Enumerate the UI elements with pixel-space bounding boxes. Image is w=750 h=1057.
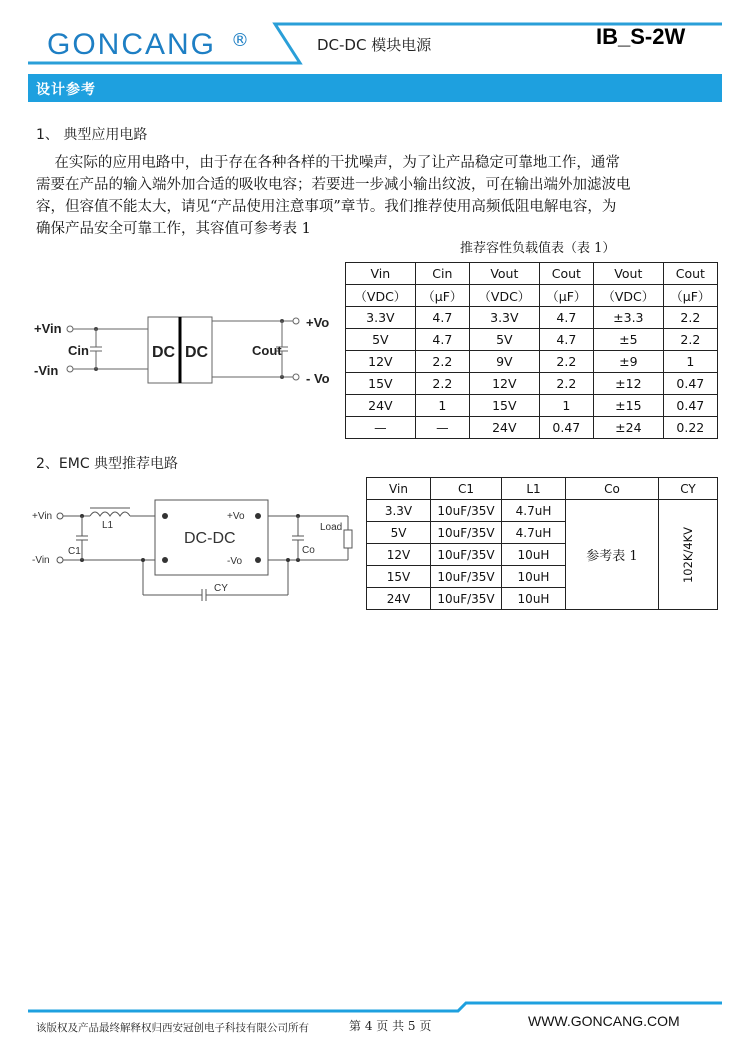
cin-label: Cin	[68, 343, 89, 358]
table-cell: 15V	[346, 373, 416, 395]
table-cell: 3.3V	[367, 500, 431, 522]
co-label: Co	[302, 545, 315, 556]
header-subtitle: DC-DC 模块电源	[317, 36, 432, 54]
cy-label: CY	[214, 583, 228, 594]
c1-label: C1	[68, 546, 81, 557]
table-header: Vin	[346, 263, 416, 285]
table-cell: 10uH	[502, 566, 566, 588]
table-row	[346, 329, 718, 351]
table-cell: ±3.3	[593, 307, 663, 329]
table-cell: 5V	[367, 522, 431, 544]
table-cell: 24V	[367, 588, 431, 610]
table-cell: 0.47	[663, 373, 717, 395]
table-cell: 2.2	[663, 307, 717, 329]
table-cell: 10uF/35V	[431, 522, 502, 544]
table-unit: （VDC）	[593, 285, 663, 307]
vo-pos-label: +Vo	[306, 315, 330, 330]
table-cell: ±15	[593, 395, 663, 417]
table-cell: —	[346, 417, 416, 439]
module-label: DC-DC	[184, 530, 236, 547]
part1-paragraph	[36, 152, 716, 240]
emc-vin-pos-label: +Vin	[32, 511, 53, 522]
table-cell: 24V	[346, 395, 416, 417]
table-cell: 24V	[469, 417, 539, 439]
table-cell: 4.7uH	[502, 500, 566, 522]
emc-circuit-diagram	[30, 497, 360, 607]
vo-neg-label: - Vo	[306, 371, 330, 386]
table1-caption: 推荐容性负载值表（表 1）	[460, 241, 616, 256]
pin-vo-pos-label: +Vo	[227, 511, 245, 522]
company-logo: GONCANG	[47, 28, 217, 61]
l1-label: L1	[102, 520, 114, 531]
table-row	[346, 373, 718, 395]
part1-heading: 1、 典型应用电路	[36, 127, 148, 143]
table-cell: 2.2	[663, 329, 717, 351]
table-cell: 3.3V	[469, 307, 539, 329]
vin-pos-label: +Vin	[34, 321, 62, 336]
table-cell: 10uF/35V	[431, 544, 502, 566]
table-row	[346, 395, 718, 417]
part2-heading: 2、EMC 典型推荐电路	[36, 456, 179, 472]
table-cell: 10uH	[502, 544, 566, 566]
table-cell: 5V	[346, 329, 416, 351]
table-cell: 0.22	[663, 417, 717, 439]
table-row	[346, 351, 718, 373]
pin-vo-neg-label: -Vo	[227, 556, 243, 567]
capacitive-load-table	[345, 262, 718, 439]
emc-vin-neg-label: -Vin	[32, 555, 50, 566]
table-header: CY	[659, 478, 718, 500]
table-cell: 0.47	[539, 417, 593, 439]
table-cell: 9V	[469, 351, 539, 373]
table-cell: 3.3V	[346, 307, 416, 329]
table-cell: 2.2	[539, 351, 593, 373]
table-header: Cin	[415, 263, 469, 285]
table-cell: 0.47	[663, 395, 717, 417]
table-unit: （VDC）	[346, 285, 416, 307]
load-label: Load	[320, 522, 343, 533]
model-number: IB_S-2W	[596, 24, 686, 49]
paragraph-line: 确保产品安全可靠工作，其容值可参考表 1	[36, 221, 311, 237]
page-indicator: 第 4 页 共 5 页	[349, 1019, 432, 1033]
table-cell: 4.7uH	[502, 522, 566, 544]
table-unit: （VDC）	[469, 285, 539, 307]
table-cell: 10uF/35V	[431, 588, 502, 610]
table-unit: （μF）	[539, 285, 593, 307]
cy-value-cell	[659, 500, 718, 610]
table-header: Vin	[367, 478, 431, 500]
table-cell: 12V	[469, 373, 539, 395]
table-cell: 4.7	[539, 307, 593, 329]
table-row	[346, 417, 718, 439]
co-value-cell: 参考表 1	[566, 500, 659, 610]
table-header: Cout	[539, 263, 593, 285]
table-unit: （μF）	[415, 285, 469, 307]
paragraph-line: 在实际的应用电路中，由于存在各种各样的干扰噪声，为了让产品稳定可靠地工作，通常	[36, 155, 620, 171]
paragraph-line: 需要在产品的输入端外加合适的吸收电容；若要进一步减小输出纹波，可在输出端外加滤波电	[36, 177, 631, 193]
table-header: Vout	[469, 263, 539, 285]
table-cell: ±24	[593, 417, 663, 439]
table-cell: 1	[539, 395, 593, 417]
table-cell: ±12	[593, 373, 663, 395]
header-divider	[0, 20, 750, 70]
table-cell: 15V	[367, 566, 431, 588]
table-cell: ±9	[593, 351, 663, 373]
copyright-text: 该版权及产品最终解释权归西安冠创电子科技有限公司所有	[36, 1022, 309, 1034]
table-header: Vout	[593, 263, 663, 285]
table-cell: ±5	[593, 329, 663, 351]
table-cell: 2.2	[415, 373, 469, 395]
table-cell: 5V	[469, 329, 539, 351]
section-bar	[28, 74, 722, 102]
table-header: L1	[502, 478, 566, 500]
table-cell: 10uF/35V	[431, 566, 502, 588]
table-cell: 4.7	[539, 329, 593, 351]
dc-left-label: DC	[152, 344, 176, 361]
table-cell: —	[415, 417, 469, 439]
table-cell: 4.7	[415, 329, 469, 351]
table-header: Co	[566, 478, 659, 500]
dc-right-label: DC	[185, 344, 209, 361]
table-cell: 10uF/35V	[431, 500, 502, 522]
table-cell: 12V	[367, 544, 431, 566]
cy-value: 102K/4KV	[681, 526, 695, 583]
paragraph-line: 容，但容值不能太大，请见“产品使用注意事项”章节。我们推荐使用高频低阻电解电容，为	[36, 199, 617, 215]
registered-mark: ®	[231, 30, 249, 51]
cout-label: Cout	[252, 343, 282, 358]
table-cell: 2.2	[539, 373, 593, 395]
website-link[interactable]: WWW.GONCANG.COM	[528, 1013, 680, 1029]
typical-circuit-diagram	[30, 305, 340, 395]
table-row	[367, 500, 718, 522]
table-row	[346, 307, 718, 329]
table-cell: 15V	[469, 395, 539, 417]
table-cell: 2.2	[415, 351, 469, 373]
table-cell: 1	[663, 351, 717, 373]
vin-neg-label: -Vin	[34, 363, 59, 378]
table-cell: 4.7	[415, 307, 469, 329]
section-title: 设计参考	[36, 82, 96, 98]
table-cell: 10uH	[502, 588, 566, 610]
emc-component-table	[366, 477, 718, 610]
table-header: Cout	[663, 263, 717, 285]
table-cell: 1	[415, 395, 469, 417]
table-cell: 12V	[346, 351, 416, 373]
table-header: C1	[431, 478, 502, 500]
table-unit: （μF）	[663, 285, 717, 307]
